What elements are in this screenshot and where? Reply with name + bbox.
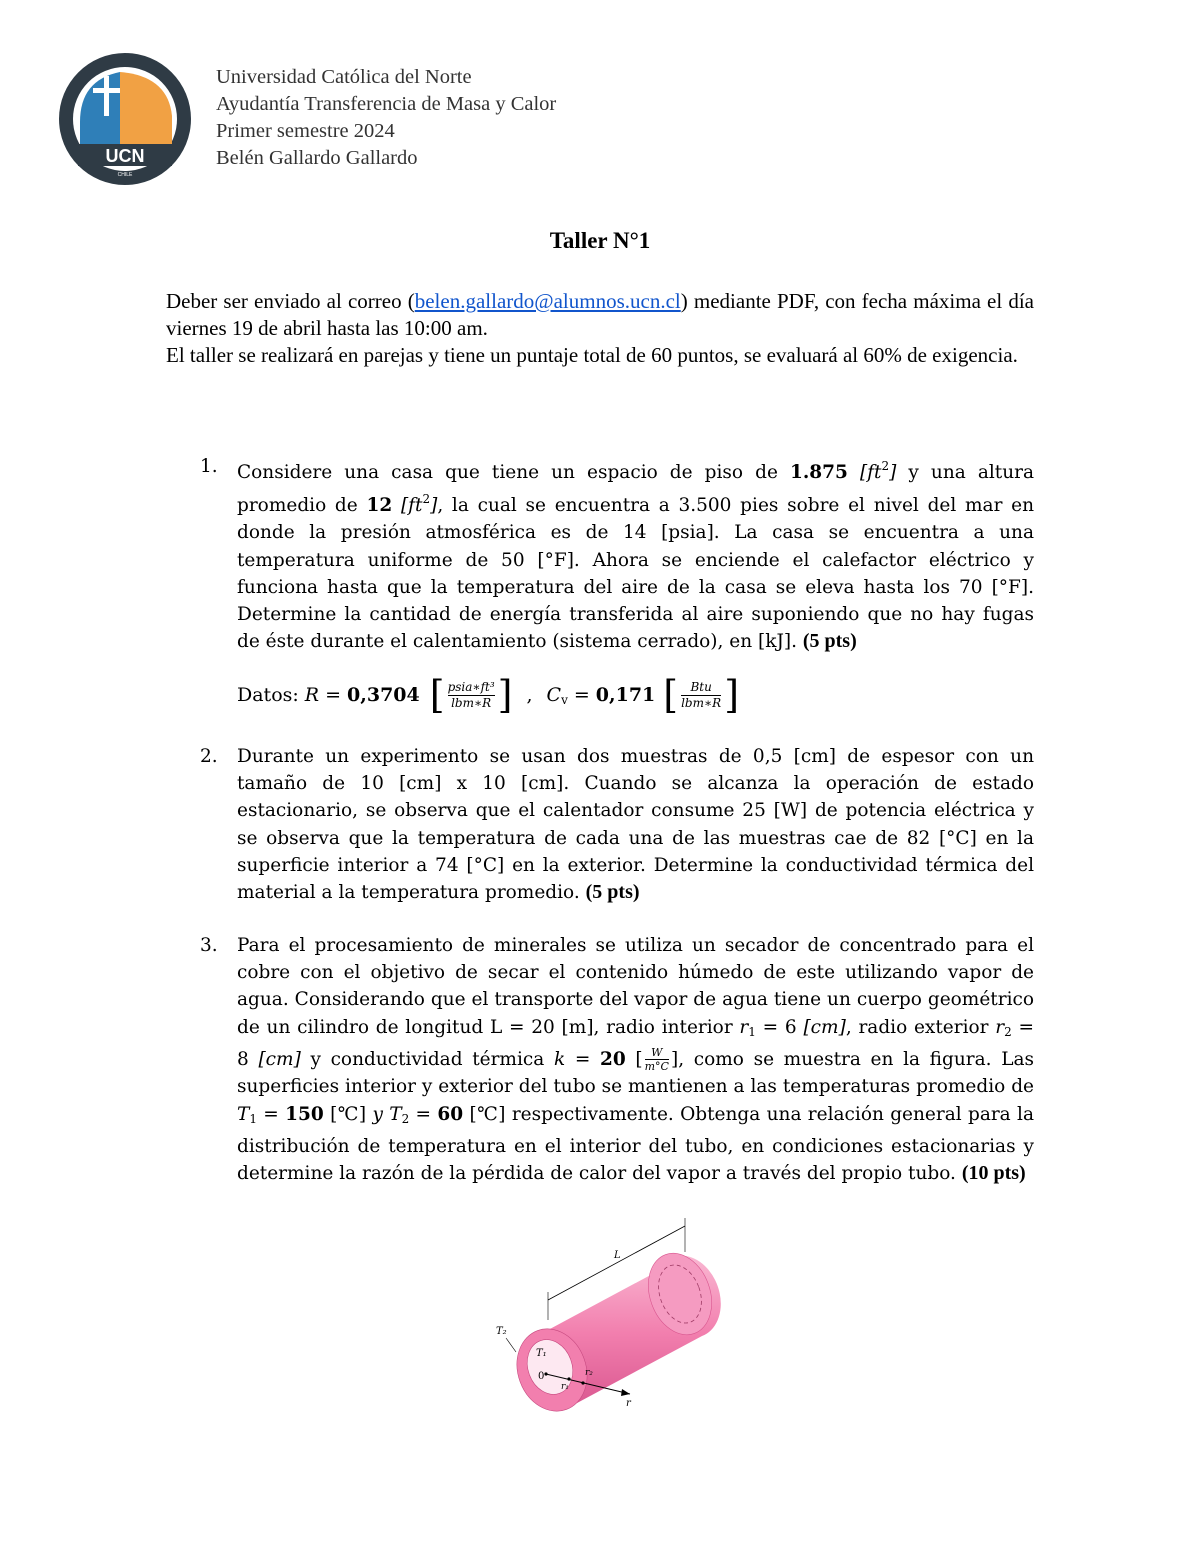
label-T2: T₂	[496, 1326, 507, 1337]
r1-point	[567, 1377, 570, 1380]
text-segment: y conductividad térmica	[300, 1048, 554, 1070]
q1-data	[237, 672, 739, 718]
symbol-y: y	[372, 1103, 383, 1125]
k-unit-num: W	[651, 1046, 663, 1060]
text-segment: , la cual se encuentra a 3.500 pies sobre el nivel del mar en donde la presión atmosférica es de 14 [psia]. La casa se encuentra a una temperatura uniforme de 50 [°F]. Ahora se enciende el calefactor eléctrico y funciona hasta que la temperatura del aire de la casa se eleva hasta los 70 [°F]. Determine la cantidad de energía transferida al aire suponiendo que no hay fugas de éste durante el calentamiento (sistema cerrado), en [kJ].	[237, 495, 1035, 653]
k-unit-fraction	[645, 1046, 669, 1073]
question-2	[200, 743, 1034, 906]
unit-cm: [cm]	[258, 1048, 301, 1070]
email-link[interactable]: belen.gallardo@alumnos.ucn.cl	[414, 289, 681, 313]
symbol-r1: $r_1$	[739, 1016, 756, 1039]
radius-arrow	[621, 1389, 630, 1396]
r1-value: 6	[784, 1016, 797, 1038]
R-unit-fraction	[448, 680, 495, 711]
instructions-text: ) mediante PDF, con fecha máxima el día viernes 19 de abril hasta las 10:00 am.	[166, 289, 1034, 340]
equals-sign: =	[325, 684, 342, 706]
symbol-k: k	[553, 1048, 566, 1070]
author-name: Belén Gallardo Gallardo	[216, 147, 418, 169]
T1-value: 150	[285, 1103, 324, 1125]
Cv-unit-num: Btu	[690, 679, 712, 694]
Cv-value: 0,171	[595, 684, 656, 706]
semester: Primer semestre 2024	[216, 120, 395, 142]
text-segment: , como se muestra en la figura. Las superficies interior y exterior del tubo se mantienen a las temperaturas promedio de	[237, 1048, 1034, 1098]
question-1	[200, 453, 1034, 655]
unit-ft2: $[ft^2]$	[400, 492, 438, 517]
Cv-unit-fraction	[681, 680, 721, 711]
Cv-unit-den: lbm∗R	[681, 695, 722, 710]
separator-comma: ,	[526, 684, 533, 706]
R-unit-den: lbm∗R	[451, 695, 492, 710]
height-value: 12	[366, 495, 393, 517]
question-3-text: Para el procesamiento de minerales se utiliza un secador de concentrado para el cobre con el objetivo de secar el contenido húmedo de este utilizando vapor de agua. Considerando que el transporte del vapor de agua tiene un cuerpo geométrico de un cilindro de longitud L = 20 [m], radio interior $r_1 = 6$ [cm], radio exterior $r_2 = 8$ [cm] y conductividad térmica k = 20 [ $\frac{W}{m^\circ C}$ ], como se muestra en la figura. Las superficies interior y exterior del tubo se mantienen a las temperaturas promedio de $T_1 = 150$ [℃] y $T_2 = 60$ [℃] respectivamente. Obtenga una relación general para la distribución de temperatura en el interior del tubo, en condiciones estacionarias y determine la razón de la pérdida de calor del vapor a través del propio tubo. (10 pts)	[237, 935, 1034, 1184]
r2-value: 8	[237, 1048, 249, 1070]
instructions-paragraph-2: El taller se realizará en parejas y tiene un puntaje total de 60 puntos, se evaluará al 60% de exigencia.	[166, 343, 1018, 367]
question-number: 2.	[200, 746, 218, 767]
logo-ucn-text: UCN	[105, 146, 145, 166]
label-r1: r₁	[561, 1382, 569, 1392]
cylinder-figure	[490, 1212, 740, 1412]
bracket-close: ]	[497, 673, 513, 717]
points-label: (5 pts)	[802, 630, 857, 653]
text-segment: Durante un experimento se usan dos muestras de 0,5 [cm] de espesor con un tamaño de 10 [cm] x 10 [cm]. Cuando se alcanza la operación de estado estacionario, se observa que el calentador consume 25 [W] de potencia eléctrica y se observa que la temperatura de cada una de las muestras cae de 82 [°C] en la superficie interior a 74 [°C] en la exterior. Determine la conductividad térmica del material a la temperatura promedio.	[237, 746, 1034, 904]
instructions-paragraph-1	[166, 288, 1034, 342]
question-number: 1.	[200, 456, 218, 477]
k-value: 20	[599, 1048, 626, 1070]
label-T1: T₁	[536, 1348, 547, 1359]
instructions	[166, 288, 1034, 369]
T2-leader	[506, 1338, 516, 1352]
k-unit: [ $\frac{W}{m^\circ C}$ ]	[635, 1046, 679, 1074]
symbol-R: R	[304, 684, 320, 706]
text-segment: Para el procesamiento de minerales se utiliza un secador de concentrado para el cobre con el objetivo de secar el contenido húmedo de este utilizando vapor de agua. Considerando que el transporte del vapor de agua tiene un cuerpo geométrico de un cilindro de longitud L = 20 [m], radio interior	[237, 935, 1034, 1038]
question-2-text	[237, 743, 1034, 906]
symbol-T2: $T_2$	[389, 1103, 410, 1126]
points-label: (5 pts)	[585, 881, 640, 904]
label-r2: r₂	[585, 1368, 593, 1378]
label-r: r	[626, 1398, 631, 1409]
page-title: Taller N°1	[549, 228, 651, 253]
r2-point	[581, 1381, 584, 1384]
symbol-T1: $T_1$	[237, 1103, 257, 1126]
origin-point	[544, 1372, 547, 1375]
header-info	[216, 64, 556, 172]
points-label: (10 pts)	[961, 1161, 1026, 1184]
question-3	[200, 932, 1034, 1187]
text-segment: y una altura promedio de	[237, 462, 1034, 517]
text-segment: Considere una casa que tiene un espacio de piso de	[237, 462, 790, 483]
unit-cm: [cm]	[803, 1016, 846, 1038]
R-value: 0,3704	[347, 684, 420, 706]
bracket-close: ]	[724, 673, 740, 717]
symbol-Cv: $C_v$	[546, 683, 568, 707]
T2-value: 60	[437, 1103, 464, 1125]
label-L: L	[614, 1250, 621, 1261]
question-1-text	[237, 453, 1034, 655]
course-name: Ayudantía Transferencia de Masa y Calor	[216, 93, 557, 115]
text-segment: respectivamente. Obtenga una relación general para la distribución de temperatura en el interior del tubo, en condiciones estacionarias y determine la razón de la pérdida de calor del vapor a través del propio tubo.	[237, 1103, 1034, 1184]
bracket-open: [	[663, 673, 679, 717]
datos-label: Datos:	[237, 684, 299, 706]
unit-ft2: $[ft^2]$	[859, 459, 897, 483]
ucn-logo	[58, 52, 192, 186]
instructions-text: Deber ser enviado al correo (	[166, 289, 415, 313]
bracket-open: [	[429, 673, 445, 717]
equals-sign: =	[573, 684, 590, 706]
university-name: Universidad Católica del Norte	[216, 66, 472, 88]
logo-country-text: CHILE	[117, 172, 133, 178]
floor-area-value: 1.875	[789, 462, 848, 483]
label-origin: 0	[538, 1371, 545, 1382]
text-segment: , radio exterior	[845, 1016, 996, 1038]
question-number: 3.	[200, 935, 218, 956]
symbol-r2: $r_2$	[995, 1016, 1012, 1039]
k-unit-den: m°C	[644, 1060, 669, 1074]
R-unit-num: psia∗ft³	[447, 679, 495, 694]
